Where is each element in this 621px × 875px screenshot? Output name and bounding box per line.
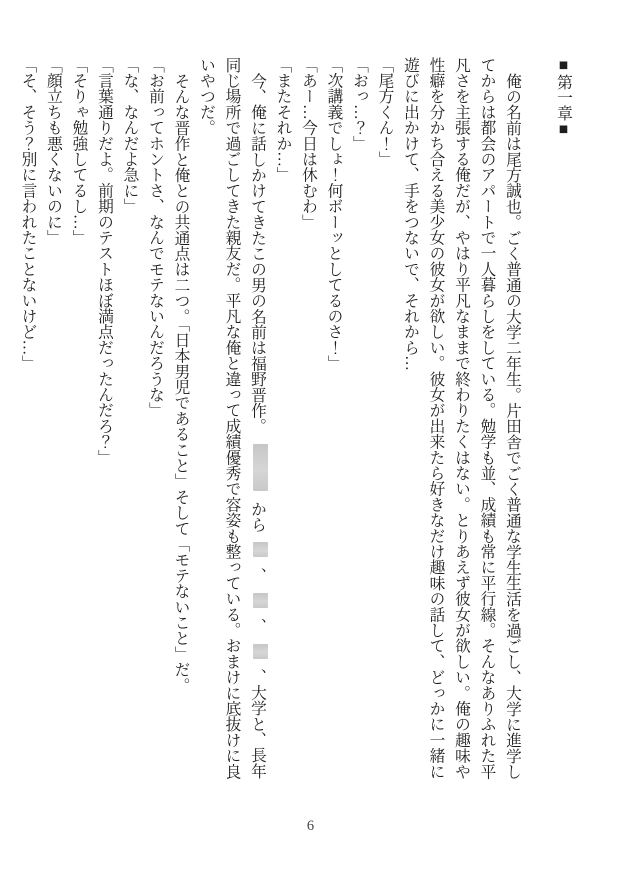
dialogue-line: 「おっ…？」 bbox=[351, 57, 368, 152]
narration-paragraph: 今、俺に話しかけてきたこの男の名前は福野晋作。から、、、大学と、長年同じ場所で過ごしてきた親友だ。平凡な俺と違って成績優秀で容姿も整っている。おまけに底抜けに良いやつだ。 bbox=[194, 57, 271, 787]
narration-paragraph: 俺の名前は尾方誠也。ごく普通の大学二年生。片田舎でごく普通な学生生活を過ごし、大学に進学してからは都会のアパートで一人暮らしをしている。勉学も並、成績も常に平行線。そんなありふれた平凡さを主張する俺だが、やはり平凡なままで終わりたくはない。とりあえず彼女が欲しい。俺の趣味や性癖を分かち合える美少女の彼女が欲しい。彼女が出来たら好きなだけ趣味の話して、どっかに一緒に遊びに出かけて、手をつないで、それから… bbox=[402, 57, 521, 780]
narration-paragraph: そんな晋作と俺との共通点は二つ。「日本男児であること」そして「モテないこと」だ。 bbox=[172, 72, 190, 693]
redacted-text-block bbox=[253, 644, 268, 659]
dialogue-line: 「な、なんだよ急に」 bbox=[121, 57, 139, 214]
redacted-text-block bbox=[253, 542, 268, 557]
dialogue-line: 「そ、そう？別に言われたことないけど…」 bbox=[19, 57, 37, 371]
redacted-text-block bbox=[253, 444, 268, 491]
dialogue-line: 「言葉通りだよ。前期のテストほぼ満点だったんだろ？」 bbox=[96, 57, 113, 466]
dialogue-line: 「顔立ちも悪くないのに」 bbox=[45, 57, 62, 246]
dialogue-line: 「次講義でしょ！何ボーッとしてるのさ！」 bbox=[325, 57, 343, 371]
page-number: 6 bbox=[306, 818, 315, 834]
dialogue-line: 「尾方くん！」 bbox=[376, 57, 394, 167]
chapter-heading: ■第一章■ bbox=[555, 57, 572, 139]
redacted-text-block bbox=[253, 593, 268, 608]
dialogue-line: 「そりゃ勉強してるし…」 bbox=[70, 57, 88, 246]
vertical-text-flow bbox=[19, 57, 576, 787]
dialogue-line: 「またそれか…」 bbox=[274, 57, 292, 183]
dialogue-line: 「あー…今日は休むわ」 bbox=[300, 57, 317, 230]
dialogue-line: 「お前ってホントさ、なんでモテないんだろうな」 bbox=[147, 57, 164, 419]
